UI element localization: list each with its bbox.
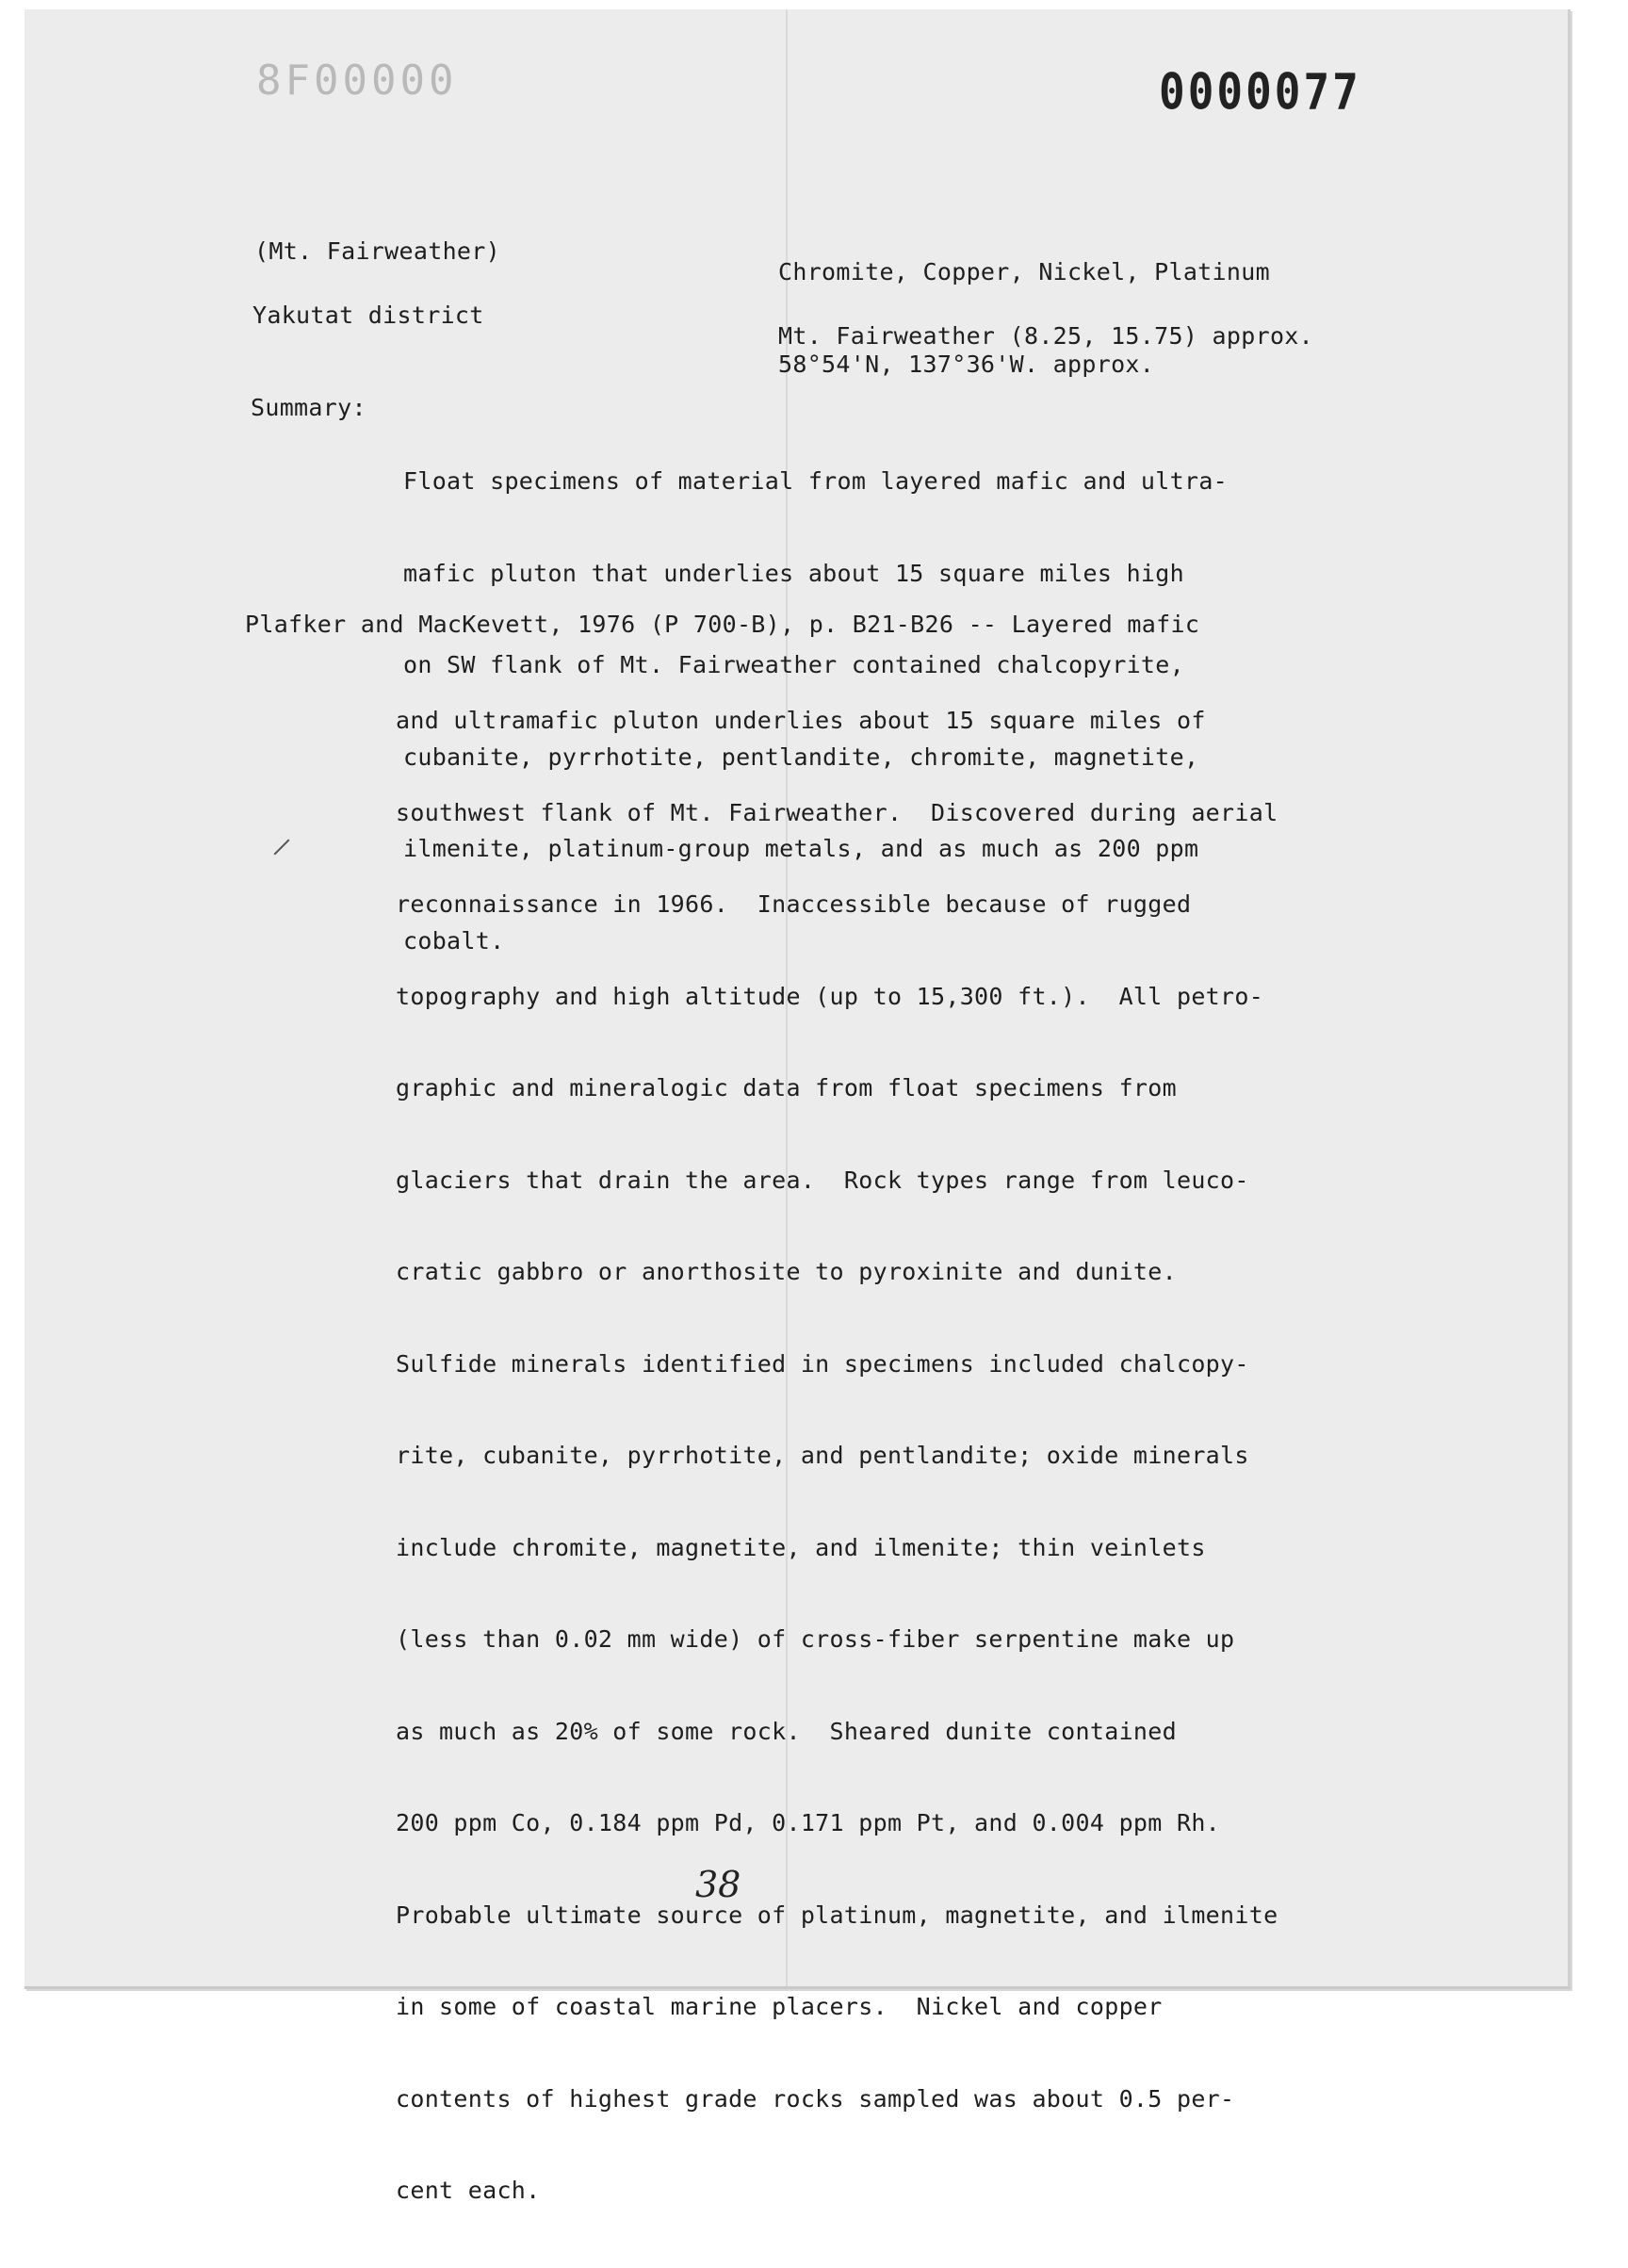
reference-line: topography and high altitude (up to 15,300 ft.). All petro-	[396, 982, 1264, 1010]
page-number: 38	[695, 1864, 741, 1905]
summary-line: mafic pluton that underlies about 15 square miles high	[403, 559, 1184, 587]
summary-line: on SW flank of Mt. Fairweather contained chalcopyrite,	[403, 651, 1184, 678]
faint-stamp-code: 8F00000	[256, 57, 458, 105]
reference-line: southwest flank of Mt. Fairweather. Discovered during aerial	[396, 798, 1278, 826]
reference-line: glaciers that drain the area. Rock types range from leuco-	[396, 1166, 1249, 1194]
reference-line: as much as 20% of some rock. Sheared dunite contained	[396, 1717, 1177, 1745]
coordinates: 58°54'N, 137°36'W. approx.	[778, 351, 1155, 378]
reference-line: graphic and mineralogic data from float specimens from	[396, 1074, 1177, 1101]
reference-line: Probable ultimate source of platinum, magnetite, and ilmenite	[396, 1901, 1278, 1929]
summary-line: cobalt.	[403, 926, 505, 955]
reference-line: contents of highest grade rocks sampled was about 0.5 per-	[396, 2084, 1235, 2113]
reference-line: include chromite, magnetite, and ilmenite; thin veinlets	[396, 1533, 1206, 1561]
summary-line: cubanite, pyrrhotite, pentlandite, chromite, magnetite,	[403, 742, 1199, 771]
reference-citation: Plafker and MacKevett, 1976 (P 700-B), p. B21-B26 -- Layered mafic	[245, 611, 1200, 638]
reference-line: rite, cubanite, pyrrhotite, and pentlandite; oxide minerals	[396, 1442, 1249, 1469]
quadrangle-reference: Mt. Fairweather (8.25, 15.75) approx.	[778, 322, 1313, 350]
reference-line: reconnaissance in 1966. Inaccessible because of rugged	[396, 890, 1192, 918]
district-name: Yakutat district	[252, 302, 484, 329]
reference-text	[396, 645, 1278, 2268]
reference-line: (less than 0.02 mm wide) of cross-fiber serpentine make up	[396, 1625, 1235, 1653]
reference-line: and ultramafic pluton underlies about 15 square miles of	[396, 707, 1206, 734]
reference-line: cent each.	[396, 2177, 541, 2204]
reference-line: Sulfide minerals identified in specimens included chalcopy-	[396, 1349, 1249, 1378]
summary-line: Float specimens of material from layered mafic and ultra-	[403, 467, 1229, 495]
record-number-stamp: 0000077	[1159, 61, 1361, 122]
location-name: (Mt. Fairweather)	[254, 237, 500, 265]
reference-line: in some of coastal marine placers. Nickel and copper	[396, 1993, 1163, 2020]
reference-line: cratic gabbro or anorthosite to pyroxinite and dunite.	[396, 1258, 1177, 1285]
reference-line: 200 ppm Co, 0.184 ppm Pd, 0.171 ppm Pt, and 0.004 ppm Rh.	[396, 1809, 1221, 1836]
commodities-list: Chromite, Copper, Nickel, Platinum	[778, 258, 1270, 286]
summary-label: Summary:	[251, 394, 366, 421]
summary-line: ilmenite, platinum-group metals, and as much as 200 ppm	[403, 835, 1199, 862]
